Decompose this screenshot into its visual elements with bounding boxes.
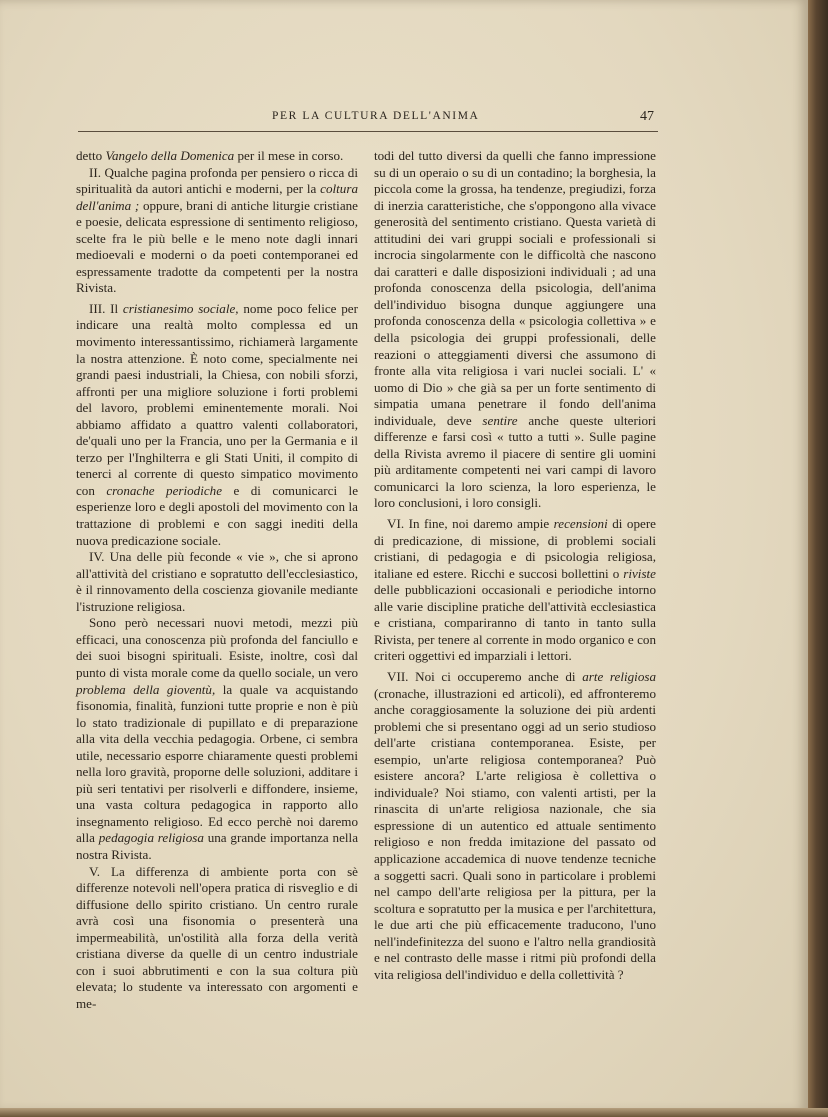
italic-span: sentire: [482, 412, 518, 428]
running-header: PER LA CULTURA DELL'ANIMA: [272, 110, 480, 122]
paragraph: [76, 549, 358, 615]
text-span: detto: [76, 148, 106, 163]
text-span: (cronache, illustrazioni ed articoli), ed affronteremo anche coraggiosamente la soluzione dei più ardenti problemi che si presentano oggi ad un serio studioso dell'arte cristiana contemporanea. Esiste, per esempio, un'arte religiosa contemporanea? Può esistere ancora? L'arte religiosa è collettiva o individuale? Noi stiamo, con valenti artisti, per la rinascita di un'arte religiosa nazionale, che sia espressione di un autentico ed attuale sentimento religioso e non fredda imitazione del passato od applicazione accademica di nuove tendenze tecniche a soggetti sacri. Quali sono in particolare i problemi nel campo dell'arte religiosa per la pittura, per la scoltura e sopratutto per la musica e per l'architettura, le due arti che più efficacemente traducono, l'uno nell'indefinitezza del suono e l'altro nella grandiosità e nel contrasto delle masse i ritmi più profondi della vita religiosa dell'individuo e della collettività ?: [374, 685, 656, 982]
text-span: Sono però necessari nuovi metodi, mezzi più efficaci, una conoscenza più profonda del fanciullo e dei suoi bisogni spirituali. Esiste, inoltre, così dal punto di vista morale come da quello sociale, un vero: [76, 615, 358, 680]
italic-span: coltura dell'anima ;: [76, 181, 358, 213]
text-span: III. Il: [89, 300, 123, 316]
paragraph: [374, 669, 656, 983]
paragraph: [374, 148, 656, 512]
text-span: nome poco felice per indicare una realtà molto complessa ed un movimento interessantissimo, richiamerà largamente la nostra attenzione. È noto come, specialmente nei grandi paesi industriali, la Chiesa, con nobili sforzi, affronti per una migliore soluzione i forti problemi del lavoro, problemi eminentemente morali. Noi abbiamo affidato a quattro valenti collaboratori, de'quali uno per la Francia, uno per la Germania e il terzo per l'Inghilterra e gli Stati Uniti, il compito di tenerci al corrente di questo simpatico movimento con: [76, 300, 358, 498]
header-rule: [78, 131, 658, 132]
page-edge-right: [808, 0, 828, 1117]
text-span: una grande importanza nella nostra Rivista.: [76, 830, 359, 862]
italic-span: pedagogia religiosa: [98, 830, 204, 846]
italic-span: problema della gioventù,: [76, 681, 216, 697]
text-column-left: [76, 148, 358, 1012]
page-edge-bottom: [0, 1108, 828, 1117]
paragraph: [374, 516, 656, 665]
text-span: di opere di predicazione, di missione, di problemi sociali cristiani, di pedagogia e di psicologia religiosa, italiane ed estere. Ricchi e succosi bollettini o: [374, 516, 656, 581]
text-span: delle pubblicazioni occasionali e periodiche intorno alle varie discipline pratiche dell'attività ecclesiastica e cristiana, compariranno di tanto in tanto sulla Rivista, per tenere al corrente in modo organico e con criteri oggettivi ed imparziali i lettori.: [374, 582, 656, 664]
text-span: e di comunicarci le esperienze loro e degli apostoli del movimento con la trattazione di problemi e con saggi inediti della nuova predicazione sociale.: [76, 482, 359, 548]
text-span: la quale va acquistando fisonomia, finalità, funzioni tutte proprie e non è più lo stato tradizionale di pupillato e di preparazione alla vita della vecchia pedagogia. Orbene, ci sembra utile, necessario esporre chiaramente questi problemi nella loro gravità, proporne delle soluzioni, additare i più seri tentativi per risolverli e diffondere, insieme, una vasta coltura pedagogica in rapporto allo insegnamento religioso. Ed ecco perchè noi daremo alla: [76, 681, 358, 846]
paragraph: [76, 864, 358, 1013]
paragraph: [76, 148, 358, 165]
italic-span: Vangelo della Domenica: [105, 148, 235, 163]
paragraph: [76, 301, 358, 549]
text-span: per il mese in corso.: [234, 148, 344, 163]
text-span: II. Qualche pagina profonda per pensiero o ricca di spiritualità da autori antichi e moderni, per la: [76, 164, 358, 197]
text-span: oppure, brani di antiche liturgie cristiane e poesie, delicata espressione di sentimento religioso, scelte fra le più belle e le meno note dagli innari medioevali e moderni o da poeti contemporanei ed espressamente tradotte da competenti per la nostra Rivista.: [76, 197, 358, 296]
paragraph: [76, 615, 358, 863]
italic-span: arte religiosa: [582, 668, 657, 684]
text-span: V. La differenza di ambiente porta con sè differenze notevoli nell'opera pratica di risveglio e di diffusione dello spirito cristiano. Un centro rurale avrà così una fisonomia o presenterà una impermeabilità, un'ostilità alla forza della verità cristiana diverse da quelle di un centro industriale con i suoi abbrutimenti e con la sua coltura più elevata; lo studente va interessato con argomenti e me-: [76, 863, 358, 1011]
italic-span: cristianesimo sociale,: [122, 300, 239, 316]
italic-span: cronache periodiche: [106, 482, 223, 498]
page-number: 47: [640, 109, 654, 124]
text-span: IV. Una delle più feconde « vie », che si aprono all'attività del cristiano e sopratutto dell'ecclesiastico, è il rinnovamento della coscienza giovanile mediante l'istruzione religiosa.: [76, 549, 358, 614]
paragraph: [76, 165, 358, 297]
text-span: VI. In fine, noi daremo ampie: [387, 516, 554, 532]
text-span: todi del tutto diversi da quelli che fanno impressione su di un operaio o su di un contadino; la borghesia, la piccola come la grossa, ha tendenze, pregiudizi, forza di inerzia caratteristiche, che s'oppongono alla vivace generosità del sentimento cristiano. Questa varietà di attitudini dei vari gruppi sociali e professionali si incrocia singolarmente con le difficoltà che nascono dai caratteri e dalle disposizioni individuali ; ad una profonda conoscenza della psicologia, dell'anima dell'individuo bisogna dunque aggiungere una profonda conoscenza della « psicologia collettiva » e della psicologia dei gruppi professionali, delle reazioni o atteggiamenti diversi che assumono di fronte alla vita religiosa i vari nuclei sociali. L' « uomo di Dio » che già sa per un forte sentimento di simpatia umana penetrare il fondo dell'anima individuale, deve: [374, 148, 656, 428]
italic-span: riviste: [623, 565, 656, 581]
text-span: anche queste ulteriori differenze e farsi così « tutto a tutti ». Sulle pagine della Rivista avremo il piacere di sentire gli uomini più arditamente competenti nei vari campi di lavoro comunicarci la loro scienza, la loro esperienza, le loro conclusioni, i loro consigli.: [374, 412, 656, 511]
italic-span: recensioni: [553, 516, 608, 532]
text-column-right: [374, 148, 656, 983]
text-span: VII. Noi ci occuperemo anche di: [387, 668, 583, 684]
